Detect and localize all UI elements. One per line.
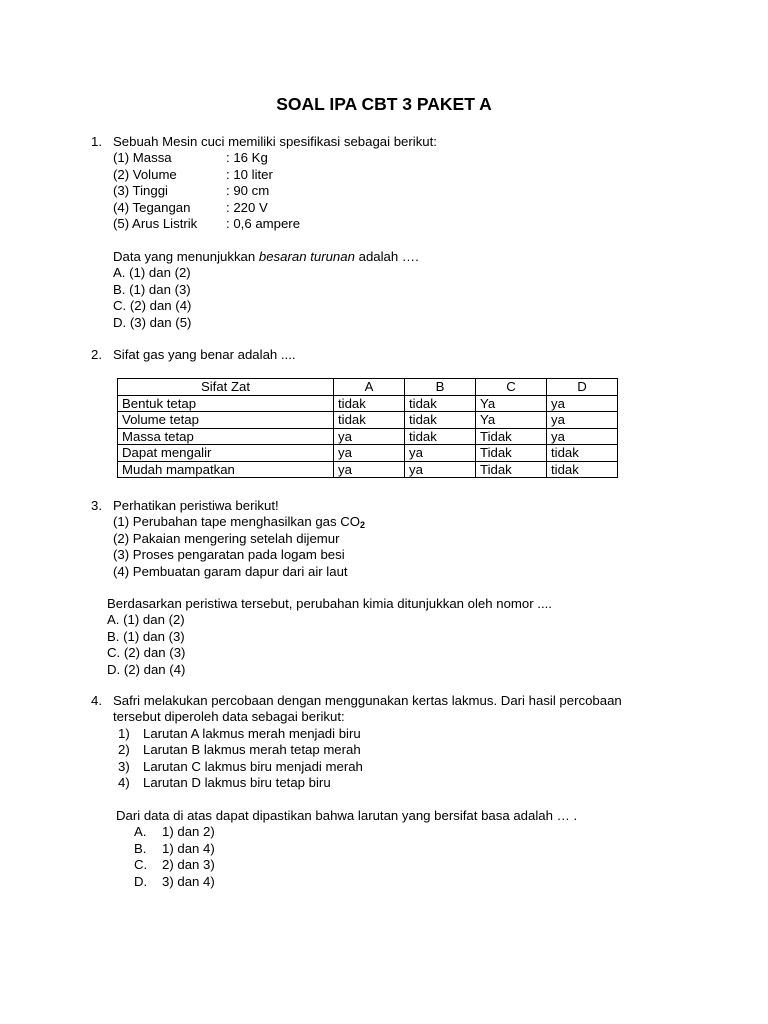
option-a[interactable]: A. (1) dan (2) [107, 612, 185, 628]
option-b[interactable]: B. (1) dan (3) [113, 281, 191, 297]
spec-value: : 10 liter [226, 166, 273, 182]
table-row [118, 395, 618, 412]
question-text: Sifat gas yang benar adalah .... [113, 347, 296, 362]
table-cell: tidak [405, 395, 476, 412]
option-c[interactable]: C. 2) dan 3) [134, 857, 215, 873]
gas-properties-table [117, 378, 618, 478]
table-cell: ya [547, 412, 618, 429]
question-prompt: Data yang menunjukkan besaran turunan adalah …. [113, 249, 419, 264]
table-cell: tidak [334, 412, 405, 429]
spec-value: : 220 V [226, 199, 268, 215]
spec-label: (2) Volume [113, 166, 177, 182]
spec-value: : 16 Kg [226, 150, 268, 166]
question-prompt: Berdasarkan peristiwa tersebut, perubahan kimia ditunjukkan oleh nomor .... [107, 596, 552, 611]
option-b[interactable]: B. 1) dan 4) [134, 840, 215, 856]
question-text: Perhatikan peristiwa berikut! [113, 498, 279, 513]
table-cell: Tidak [476, 428, 547, 445]
question-text: Sebuah Mesin cuci memiliki spesifikasi sebagai berikut: [113, 134, 437, 149]
option-c[interactable]: C. (2) dan (4) [113, 298, 192, 314]
list-item: 4) Larutan D lakmus biru tetap biru [118, 775, 331, 790]
header-cell: C [476, 379, 547, 396]
option-d[interactable]: D. (3) dan (5) [113, 314, 192, 330]
table-cell: Mudah mampatkan [118, 461, 334, 478]
spec-label: (3) Tinggi [113, 183, 168, 199]
table-cell: Ya [476, 395, 547, 412]
table-cell: ya [334, 428, 405, 445]
spec-label: (4) Tegangan [113, 199, 191, 215]
subscript: 2 [360, 520, 366, 531]
question-number: 1. [91, 134, 102, 149]
question-number: 4. [91, 693, 102, 708]
table-cell: ya [334, 461, 405, 478]
page-title: SOAL IPA CBT 3 PAKET A [276, 94, 492, 114]
question-number: 2. [91, 347, 102, 362]
table-cell: ya [334, 445, 405, 462]
list-item: 1) Larutan A lakmus merah menjadi biru [118, 725, 361, 741]
table-cell: Tidak [476, 461, 547, 478]
spec-value: : 90 cm [226, 183, 270, 199]
header-cell: Sifat Zat [118, 379, 334, 396]
italic-term: besaran turunan [258, 249, 355, 264]
table-cell: tidak [405, 428, 476, 445]
table-cell: Bentuk tetap [118, 395, 334, 412]
header-cell: B [405, 379, 476, 396]
table-cell: tidak [334, 395, 405, 412]
table-row [118, 412, 618, 429]
table-header-row [118, 379, 618, 396]
header-cell: A [334, 379, 405, 396]
table-cell: ya [405, 445, 476, 462]
option-b[interactable]: B. (1) dan (3) [107, 628, 185, 644]
table-cell: Massa tetap [118, 428, 334, 445]
question-number: 3. [91, 498, 102, 513]
header-cell: D [547, 379, 618, 396]
list-item: 2) Larutan B lakmus merah tetap merah [118, 742, 361, 758]
option-a[interactable]: A. (1) dan (2) [113, 265, 191, 281]
table-cell: tidak [405, 412, 476, 429]
table-cell: ya [547, 428, 618, 445]
table-cell: tidak [547, 445, 618, 462]
question-text-continued: tersebut diperoleh data sebagai berikut: [113, 709, 345, 725]
spec-label: (5) Arus Listrik [113, 216, 198, 231]
option-a[interactable]: A. 1) dan 2) [134, 824, 215, 840]
table-cell: Volume tetap [118, 412, 334, 429]
table-row [118, 461, 618, 478]
table-cell: Tidak [476, 445, 547, 462]
option-d[interactable]: D. (2) dan (4) [107, 661, 186, 677]
spec-label: (1) Massa [113, 150, 172, 166]
question-text: Safri melakukan percobaan dengan menggunakan kertas lakmus. Dari hasil percobaan [113, 693, 622, 708]
table-cell: Ya [476, 412, 547, 429]
table-cell: Dapat mengalir [118, 445, 334, 462]
spec-value: : 0,6 ampere [226, 216, 301, 231]
list-item: (3) Proses pengaratan pada logam besi [113, 547, 345, 563]
table-cell: ya [405, 461, 476, 478]
table-row [118, 445, 618, 462]
table-row [118, 428, 618, 445]
option-d[interactable]: D. 3) dan 4) [134, 873, 215, 889]
table-cell: ya [547, 395, 618, 412]
list-item: (2) Pakaian mengering setelah dijemur [113, 530, 340, 546]
list-item: 3) Larutan C lakmus biru menjadi merah [118, 758, 363, 774]
list-item: (1) Perubahan tape menghasilkan gas $CO_2$ [113, 514, 366, 531]
question-prompt: Dari data di atas dapat dipastikan bahwa larutan yang bersifat basa adalah … . [116, 808, 578, 823]
option-c[interactable]: C. (2) dan (3) [107, 645, 186, 661]
list-item: (4) Pembuatan garam dapur dari air laut [113, 563, 348, 579]
table-cell: tidak [547, 461, 618, 478]
